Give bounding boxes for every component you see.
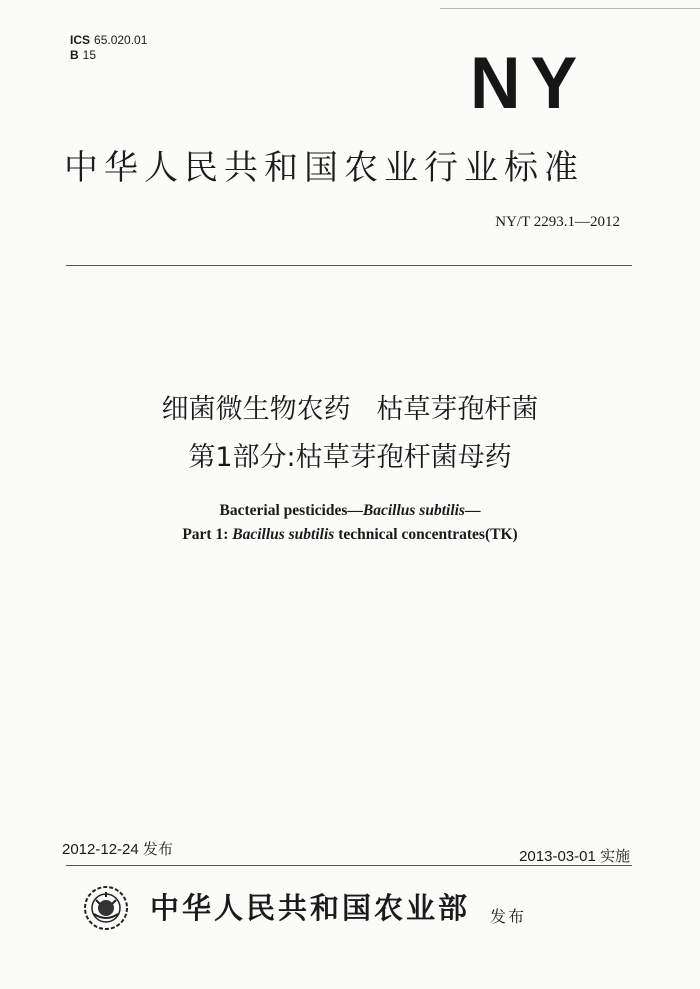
cn-title-line2: 第1部分:枯草芽孢杆菌母药	[188, 442, 512, 473]
ccs-value: 15	[82, 48, 97, 62]
en-title-line2	[0, 524, 700, 546]
ccs-code	[70, 48, 147, 63]
cn-title-line1: 细菌微生物农药 枯草芽孢杆菌	[161, 394, 539, 425]
ministry-emblem-icon	[82, 884, 130, 932]
en-title1-species: Bacillus subtilis	[362, 502, 465, 519]
issuing-ministry: 中华人民共和国农业部	[150, 891, 471, 925]
issue-date: 2012-12-24 发布	[62, 841, 173, 858]
en-title1-part-a: Bacterial pesticides—	[219, 502, 363, 519]
en-title2-part-a: Part 1:	[182, 526, 233, 543]
ics-label: ICS	[70, 33, 91, 47]
en-title1-part-c: —	[464, 502, 481, 519]
standards-body-title: 中华人民共和国农业行业标准	[64, 148, 584, 188]
top-edge-rule	[440, 8, 700, 9]
ccs-label: B	[70, 48, 79, 62]
ics-value: 65.020.01	[94, 33, 148, 47]
classification-codes	[70, 33, 147, 63]
ny-mark: NY	[470, 42, 588, 124]
publish-label: 发布	[490, 907, 527, 926]
header-divider	[66, 265, 632, 266]
en-title-line1	[0, 500, 700, 522]
en-title2-species: Bacillus subtilis	[232, 526, 335, 543]
effective-date: 2013-03-01 实施	[519, 848, 630, 865]
standard-number: NY/T 2293.1—2012	[495, 214, 620, 230]
footer-divider	[66, 865, 632, 866]
ics-code	[70, 33, 147, 48]
en-title2-part-c: technical concentrates(TK)	[334, 526, 518, 543]
